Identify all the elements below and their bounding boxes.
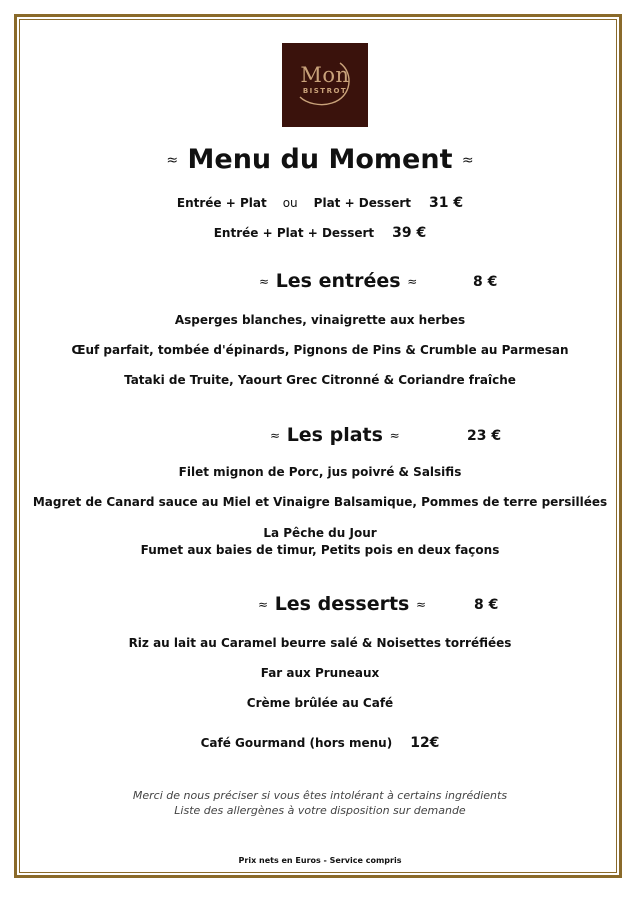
formula-three-course — [20, 225, 620, 241]
list-item: La Pêche du Jour — [263, 526, 377, 540]
logo-main-text: Mon — [300, 63, 350, 87]
menu-title — [20, 144, 620, 175]
section-price-desserts: 8 € — [474, 597, 499, 613]
formula-three-course-price: 39 € — [392, 225, 427, 241]
section-title-text: Les plats — [286, 424, 383, 446]
title-deco-right: ≈ — [461, 152, 474, 169]
list-item: Crème brûlée au Café — [246, 696, 394, 710]
list-item: Far aux Pruneaux — [260, 666, 380, 680]
section-title-desserts — [258, 593, 426, 615]
section-deco-right: ≈ — [415, 597, 427, 612]
formula-two-course — [20, 195, 620, 211]
section-title-plats — [270, 424, 400, 446]
cafe-gourmand-label: Café Gourmand (hors menu) — [200, 736, 393, 750]
list-item: Tataki de Truite, Yaourt Grec Citronné & Coriandre fraîche — [124, 373, 516, 387]
section-deco-left: ≈ — [259, 274, 270, 289]
list-item: Riz au lait au Caramel beurre salé & Noisettes torréfiées — [128, 636, 512, 650]
list-item: Asperges blanches, vinaigrette aux herbes — [174, 313, 466, 327]
list-item: Filet mignon de Porc, jus poivré & Salsifis — [178, 465, 462, 479]
formula-option-a: Entrée + Plat — [176, 196, 267, 210]
restaurant-logo — [282, 43, 368, 127]
logo-sub-text: BISTROT — [302, 87, 348, 95]
section-price-plats: 23 € — [467, 428, 502, 444]
section-deco-left: ≈ — [270, 428, 281, 443]
list-item: Fumet aux baies de timur, Petits pois en deux façons — [140, 543, 500, 557]
formula-two-course-price: 31 € — [429, 195, 464, 211]
menu-title-text: Menu du Moment — [187, 144, 453, 175]
section-deco-right: ≈ — [407, 274, 418, 289]
cafe-gourmand — [20, 735, 620, 751]
formula-or: ou — [282, 196, 298, 210]
section-deco-right: ≈ — [389, 428, 400, 443]
price-footer: Prix nets en Euros - Service compris — [238, 856, 402, 865]
section-price-entrees: 8 € — [473, 274, 498, 290]
section-deco-left: ≈ — [258, 597, 269, 612]
title-deco-left: ≈ — [166, 152, 179, 169]
cafe-gourmand-price: 12€ — [410, 735, 440, 751]
allergen-list-note: Liste des allergènes à votre disposition sur demande — [174, 804, 466, 817]
list-item: Magret de Canard sauce au Miel et Vinaigre Balsamique, Pommes de terre persillées — [32, 495, 608, 509]
section-title-text: Les desserts — [274, 593, 410, 615]
allergy-note: Merci de nous préciser si vous êtes intolérant à certains ingrédients — [132, 789, 508, 802]
formula-three-course-label: Entrée + Plat + Dessert — [213, 226, 375, 240]
list-item: Œuf parfait, tombée d'épinards, Pignons de Pins & Crumble au Parmesan — [71, 343, 569, 357]
section-title-entrees — [259, 270, 417, 292]
section-title-text: Les entrées — [275, 270, 401, 292]
formula-option-b: Plat + Dessert — [313, 196, 411, 210]
